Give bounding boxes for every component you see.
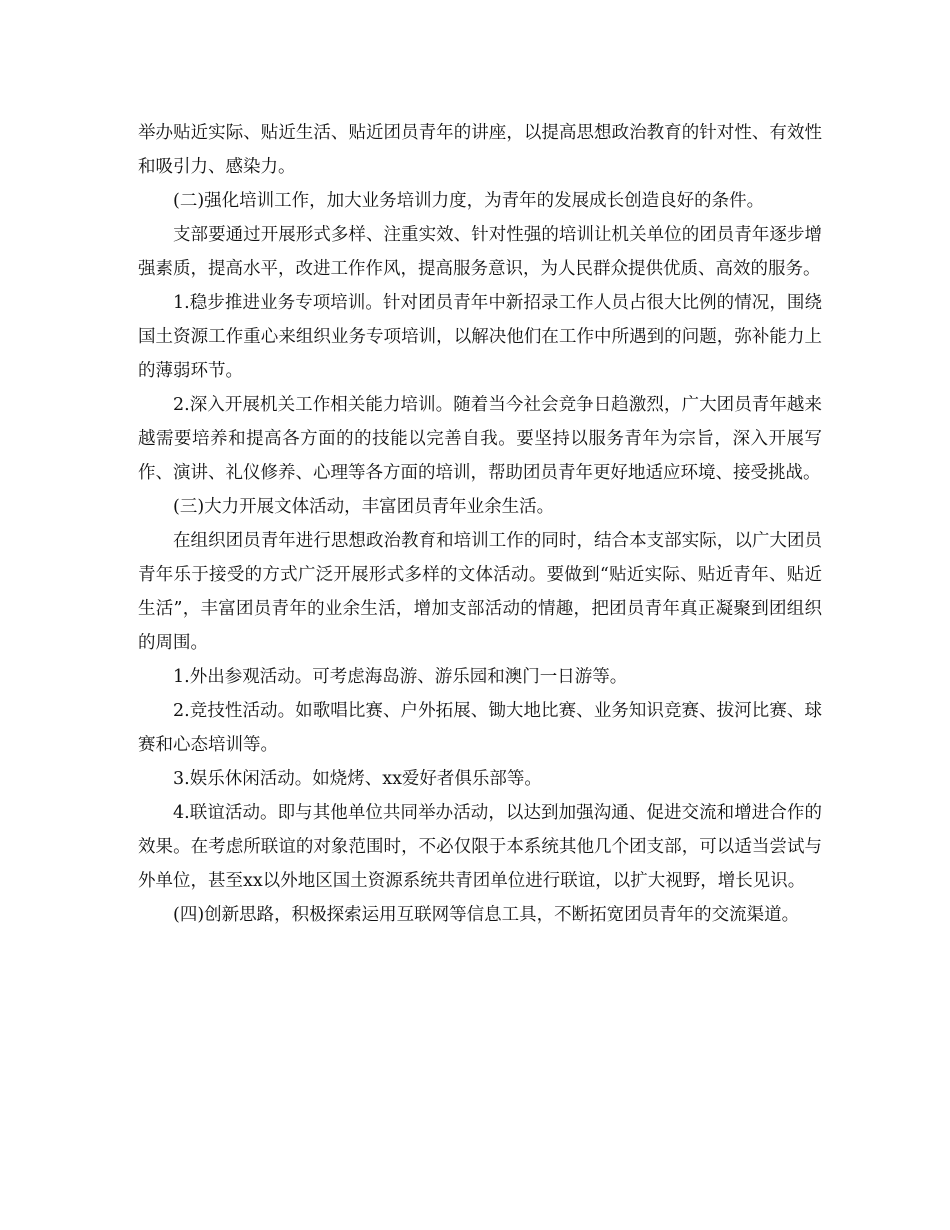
paragraph-12: (四)创新思路，积极探索运用互联网等信息工具，不断拓宽团员青年的交流渠道。 xyxy=(173,905,800,925)
paragraph-7: 在组织团员青年进行思想政治教育和培训工作的同时，结合本支部实际，以广大团员青年乐于接受的方式广泛开展形式多样的文体活动。要做到“贴近实际、贴近青年、贴近生活”，丰富团员青年的业余生活，增加支部活动的情趣，把团员青年真正凝聚到团组织的周围。 xyxy=(138,531,822,653)
paragraph-6: (三)大力开展文体活动，丰富团员青年业余生活。 xyxy=(173,497,555,517)
paragraph-1: 举办贴近实际、贴近生活、贴近团员青年的讲座，以提高思想政治教育的针对性、有效性和吸引力、感染力。 xyxy=(138,123,822,177)
paragraph-11: 4.联谊活动。即与其他单位共同举办活动，以达到加强沟通、促进交流和增进合作的效果。在考虑所联谊的对象范围时，不必仅限于本系统其他几个团支部，可以适当尝试与外单位，甚至xx以外地区国土资源系统共青团单位进行联谊，以扩大视野，增长见识。 xyxy=(138,803,822,891)
document-body xyxy=(138,116,822,932)
paragraph-5: 2.深入开展机关工作相关能力培训。随着当今社会竞争日趋激烈，广大团员青年越来越需要培养和提高各方面的的技能以完善自我。要坚持以服务青年为宗旨，深入开展写作、演讲、礼仪修养、心理等各方面的培训，帮助团员青年更好地适应环境、接受挑战。 xyxy=(138,395,822,483)
paragraph-9: 2.竞技性活动。如歌唱比赛、户外拓展、锄大地比赛、业务知识竞赛、拔河比赛、球赛和心态培训等。 xyxy=(138,701,822,755)
paragraph-3: 支部要通过开展形式多样、注重实效、针对性强的培训让机关单位的团员青年逐步增强素质，提高水平，改进工作作风，提高服务意识，为人民群众提供优质、高效的服务。 xyxy=(138,225,822,279)
paragraph-2: (二)强化培训工作，加大业务培训力度，为青年的发展成长创造良好的条件。 xyxy=(173,191,765,211)
paragraph-8: 1.外出参观活动。可考虑海岛游、游乐园和澳门一日游等。 xyxy=(173,667,628,687)
paragraph-10: 3.娱乐休闲活动。如烧烤、xx爱好者俱乐部等。 xyxy=(173,769,542,789)
paragraph-4: 1.稳步推进业务专项培训。针对团员青年中新招录工作人员占很大比例的情况，围绕国土资源工作重心来组织业务专项培训，以解决他们在工作中所遇到的问题，弥补能力上的薄弱环节。 xyxy=(138,293,822,381)
